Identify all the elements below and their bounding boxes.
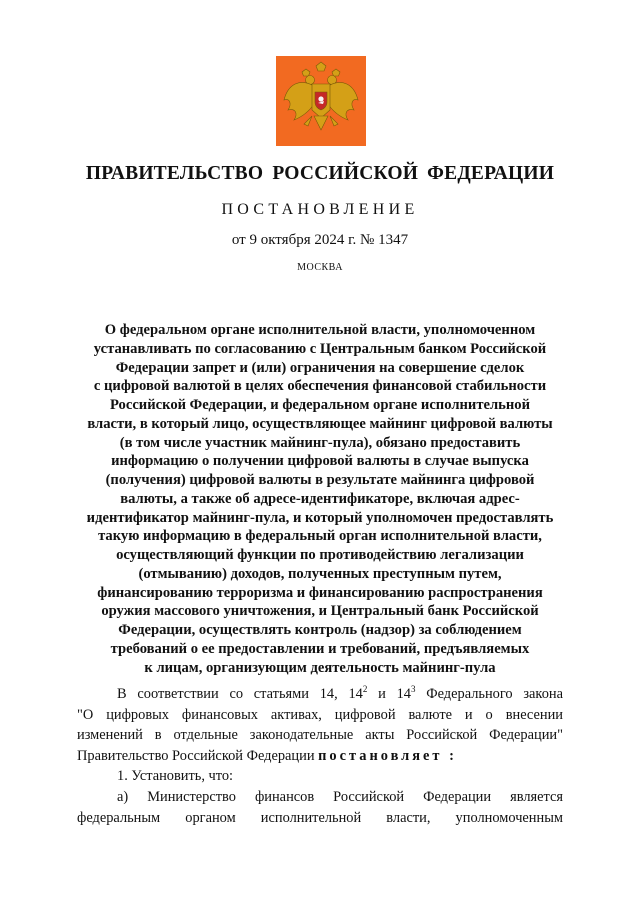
coat-of-arms-icon — [276, 56, 366, 146]
heading-line: (в том числе участник майнинг-пула), обязано предоставить — [119, 434, 521, 451]
heading-line: с цифровой валютой в целях обеспечения финансовой стабильности — [93, 378, 547, 395]
document-heading — [60, 321, 580, 677]
heading-line: финансированию терроризма и финансированию распространения — [97, 584, 543, 601]
heading-line: требований о ее предоставлении и требований, предъявляемых — [110, 640, 530, 657]
decree-word: постановляет : — [318, 747, 457, 764]
item-line: а) Министерство финансов Российской Федерации является — [117, 788, 563, 805]
heading-line: к лицам, организующим деятельность майнинг-пула — [144, 659, 496, 676]
heading-line: Российской Федерации, и федеральном органе исполнительной — [110, 397, 530, 413]
heading-line: О федеральном органе исполнительной власти, уполномоченном — [104, 322, 536, 338]
paragraph-line: "О цифровых финансовых активах, цифровой валюте и о внесении — [77, 706, 563, 723]
heading-line: (отмыванию) доходов, полученных преступным путем, — [138, 565, 502, 582]
paragraph-line: В соответствии со статьями 14, $14^2$ и $14^3$ Федерального закона — [117, 684, 563, 702]
government-title: ПРАВИТЕЛЬСТВО РОССИЙСКОЙ ФЕДЕРАЦИИ — [85, 163, 555, 184]
heading-line: устанавливать по согласованию с Центральным банком Российской — [93, 340, 547, 357]
heading-line: (получения) цифровой валюты в результате майнинга цифровой — [105, 472, 535, 488]
heading-line: идентификатор майнинг-пула, и который уполномочен предоставлять — [86, 509, 554, 526]
heading-line: власти, в который лицо, осуществляющее майнинг цифровой валюты — [87, 415, 553, 432]
heading-line: Федерации запрет и (или) ограничения на совершение сделок — [115, 359, 525, 376]
document-city: МОСКВА — [297, 262, 343, 273]
heading-line: такую информацию в федеральный орган исполнительной власти, — [98, 528, 542, 545]
heading-line: оружия массового уничтожения, и Центральный банк Российской — [101, 603, 539, 620]
heading-line: валюты, а также об адресе-идентификаторе, включая адрес- — [120, 490, 520, 507]
item-line: федеральным органом исполнительной власти, уполномоченным — [77, 809, 563, 826]
paragraph-line: Правительство Российской Федерации постановляет : — [77, 747, 457, 764]
item-line: 1. Установить, что: — [117, 768, 234, 785]
paragraph-line: изменений в отдельные законодательные акты Российской Федерации" — [77, 727, 563, 744]
document-body — [77, 684, 563, 828]
document-date-number: от 9 октября 2024 г. № 1347 — [231, 232, 409, 248]
heading-line: осуществляющий функции по противодействию легализации — [116, 547, 524, 563]
heading-line: Федерации, осуществлять контроль (надзор) за соблюдением — [118, 622, 522, 638]
document-type: ПОСТАНОВЛЕНИЕ — [221, 201, 419, 218]
heading-line: информацию о получении цифровой валюты в случае выпуска — [111, 453, 529, 470]
